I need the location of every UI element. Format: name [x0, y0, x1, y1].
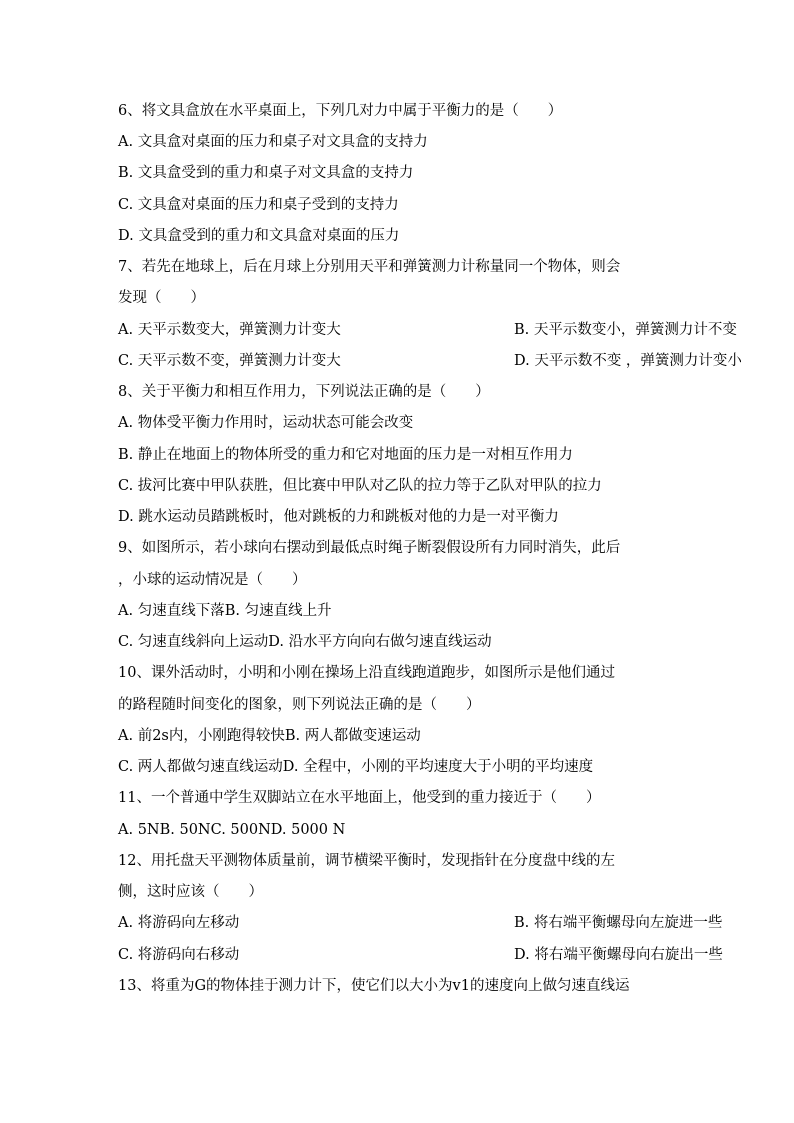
question-9-options-cd: C. 匀速直线斜向上运动D. 沿水平方向向右做匀速直线运动: [118, 634, 492, 650]
question-6-option-a: A. 文具盒对桌面的压力和桌子对文具盒的支持力: [118, 134, 428, 150]
question-7-options-cd: C. 天平示数不变，弹簧测力计变大 D. 天平示数不变 ，弹簧测力计变小: [118, 353, 742, 369]
question-7-stem: 7、若先在地球上，后在月球上分别用天平和弹簧测力计称量同一个物体，则会: [118, 259, 621, 275]
question-11-options: A. 5NB. 50NC. 500ND. 5000 N: [118, 822, 346, 838]
question-11-stem: 11、一个普通中学生双脚站立在水平地面上，他受到的重力接近于（ ）: [118, 790, 601, 806]
question-12-stem: 12、用托盘天平测物体质量前，调节横梁平衡时，发现指针在分度盘中线的左: [118, 853, 615, 869]
question-10-stem-cont: 的路程随时间变化的图象，则下列说法正确的是（ ）: [118, 697, 481, 713]
question-7-stem-cont: 发现（ ）: [118, 290, 205, 306]
question-12-options-cd: C. 将游码向右移动 D. 将右端平衡螺母向右旋出一些: [118, 947, 723, 963]
question-6-option-d: D. 文具盒受到的重力和文具盒对桌面的压力: [118, 228, 400, 244]
question-10-options-ab: A. 前2s内，小刚跑得较快B. 两人都做变速运动: [118, 728, 421, 744]
question-13-stem: 13、将重为G的物体挂于测力计下，使它们以大小为v1的速度向上做匀速直线运: [118, 978, 630, 994]
question-7-options-ab: A. 天平示数变大，弹簧测力计变大 B. 天平示数变小，弹簧测力计不变: [118, 322, 737, 338]
question-12-options-ab: A. 将游码向左移动 B. 将右端平衡螺母向左旋进一些: [118, 915, 723, 931]
question-8-option-a: A. 物体受平衡力作用时，运动状态可能会改变: [118, 415, 414, 431]
question-6-option-c: C. 文具盒对桌面的压力和桌子受到的支持力: [118, 197, 399, 213]
question-9-stem-cont: ，小球的运动情况是（ ）: [118, 572, 307, 588]
question-10-stem: 10、课外活动时，小明和小刚在操场上沿直线跑道跑步，如图所示是他们通过: [118, 665, 615, 681]
question-8-option-b: B. 静止在地面上的物体所受的重力和它对地面的压力是一对相互作用力: [118, 447, 573, 463]
question-6-option-b: B. 文具盒受到的重力和桌子对文具盒的支持力: [118, 165, 414, 181]
question-9-options-ab: A. 匀速直线下落B. 匀速直线上升: [118, 603, 332, 619]
question-8-stem: 8、关于平衡力和相互作用力，下列说法正确的是（ ）: [118, 384, 490, 400]
question-8-option-d: D. 跳水运动员踏跳板时，他对跳板的力和跳板对他的力是一对平衡力: [118, 509, 559, 525]
question-8-option-c: C. 拔河比赛中甲队获胜，但比赛中甲队对乙队的拉力等于乙队对甲队的拉力: [118, 478, 602, 494]
question-6-stem: 6、将文具盒放在水平桌面上，下列几对力中属于平衡力的是（ ）: [118, 103, 563, 119]
question-9-stem: 9、如图所示，若小球向右摆动到最低点时绳子断裂假设所有力同时消失，此后: [118, 540, 621, 556]
question-12-stem-cont: 侧，这时应该（ ）: [118, 884, 263, 900]
question-10-options-cd: C. 两人都做匀速直线运动D. 全程中，小刚的平均速度大于小明的平均速度: [118, 759, 594, 775]
